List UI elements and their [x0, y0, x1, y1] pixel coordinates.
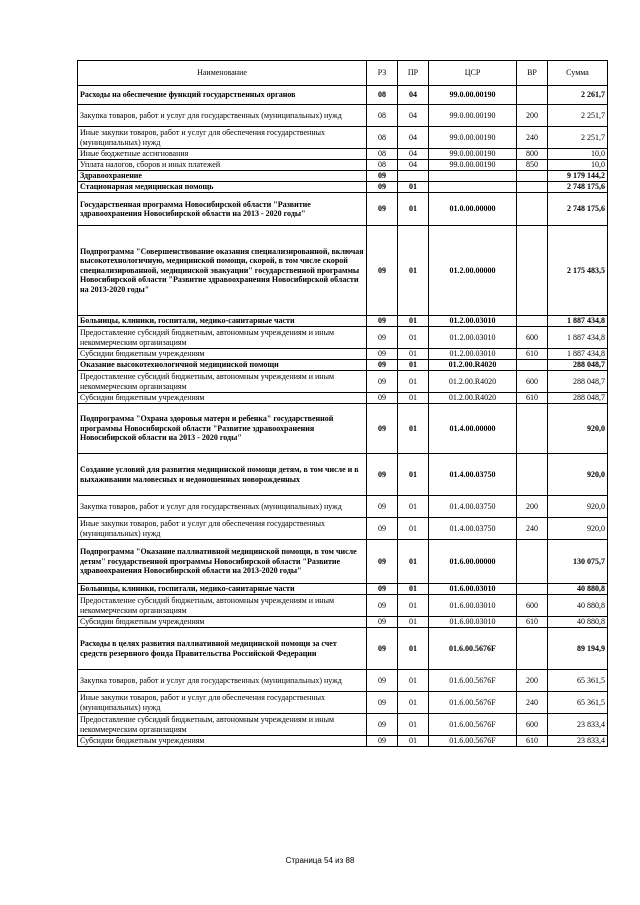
- header-rz: РЗ: [367, 61, 398, 86]
- cell-name: Государственная программа Новосибирской области "Развитие здравоохранения Новосибирской области на 2013 - 2020 годы": [78, 193, 367, 226]
- cell-pr: 01: [398, 454, 429, 496]
- cell-csr: 01.6.00.03010: [429, 584, 517, 595]
- cell-rz: 09: [367, 496, 398, 518]
- cell-sum: 65 361,5: [548, 670, 608, 692]
- cell-sum: 920,0: [548, 404, 608, 454]
- cell-pr: 01: [398, 584, 429, 595]
- cell-name: Субсидии бюджетным учреждениям: [78, 393, 367, 404]
- cell-pr: 04: [398, 160, 429, 171]
- cell-rz: 09: [367, 692, 398, 714]
- cell-csr: 01.2.00.03010: [429, 316, 517, 327]
- cell-vr: 200: [517, 670, 548, 692]
- cell-csr: 01.6.00.5676F: [429, 692, 517, 714]
- cell-vr: 600: [517, 714, 548, 736]
- cell-sum: 1 887 434,8: [548, 327, 608, 349]
- cell-csr: 99.0.00.00190: [429, 149, 517, 160]
- cell-vr: 610: [517, 617, 548, 628]
- cell-sum: 920,0: [548, 496, 608, 518]
- cell-csr: 99.0.00.00190: [429, 105, 517, 127]
- cell-vr: [517, 628, 548, 670]
- cell-vr: 850: [517, 160, 548, 171]
- cell-rz: 09: [367, 327, 398, 349]
- cell-sum: 2 175 483,5: [548, 226, 608, 316]
- table-row: [78, 86, 608, 105]
- cell-pr: 01: [398, 193, 429, 226]
- header-sum: Сумма: [548, 61, 608, 86]
- cell-rz: 09: [367, 454, 398, 496]
- page-number: Страница 54 из 88: [285, 856, 355, 865]
- table-row: [78, 692, 608, 714]
- cell-name: Создание условий для развития медицинской помощи детям, в том числе и в выхаживании маловесных и недоношенных новорожденных: [78, 454, 367, 496]
- cell-pr: 01: [398, 714, 429, 736]
- table-row: [78, 454, 608, 496]
- cell-sum: 65 361,5: [548, 692, 608, 714]
- table-row: [78, 226, 608, 316]
- cell-csr: 01.2.00.00000: [429, 226, 517, 316]
- cell-rz: 09: [367, 584, 398, 595]
- cell-vr: [517, 404, 548, 454]
- cell-rz: 09: [367, 518, 398, 540]
- cell-pr: 01: [398, 404, 429, 454]
- cell-sum: 2 748 175,6: [548, 193, 608, 226]
- cell-rz: 09: [367, 171, 398, 182]
- cell-vr: 600: [517, 371, 548, 393]
- cell-name: Иные закупки товаров, работ и услуг для обеспечения государственных (муниципальных) нужд: [78, 127, 367, 149]
- table-row: [78, 617, 608, 628]
- cell-name: Уплата налогов, сборов и иных платежей: [78, 160, 367, 171]
- table-row: [78, 105, 608, 127]
- cell-pr: 01: [398, 595, 429, 617]
- cell-vr: 610: [517, 393, 548, 404]
- cell-csr: 01.6.00.5676F: [429, 628, 517, 670]
- cell-csr: 99.0.00.00190: [429, 127, 517, 149]
- cell-name: Предоставление субсидий бюджетным, автономным учреждениям и иным некоммерческим организациям: [78, 371, 367, 393]
- table-body: [78, 86, 608, 747]
- cell-vr: 600: [517, 595, 548, 617]
- cell-sum: 2 748 175,6: [548, 182, 608, 193]
- table-row: [78, 360, 608, 371]
- cell-pr: 01: [398, 182, 429, 193]
- cell-rz: 09: [367, 714, 398, 736]
- cell-csr: 01.4.00.00000: [429, 404, 517, 454]
- table-row: [78, 193, 608, 226]
- cell-sum: 288 048,7: [548, 371, 608, 393]
- cell-sum: 920,0: [548, 454, 608, 496]
- cell-name: Закупка товаров, работ и услуг для государственных (муниципальных) нужд: [78, 670, 367, 692]
- cell-name: Предоставление субсидий бюджетным, автономным учреждениям и иным некоммерческим организациям: [78, 714, 367, 736]
- table-row: [78, 160, 608, 171]
- cell-rz: 08: [367, 149, 398, 160]
- table-row: [78, 182, 608, 193]
- cell-sum: 1 887 434,8: [548, 349, 608, 360]
- cell-csr: 01.0.00.00000: [429, 193, 517, 226]
- cell-csr: [429, 171, 517, 182]
- cell-csr: [429, 182, 517, 193]
- cell-pr: 01: [398, 316, 429, 327]
- table-row: [78, 714, 608, 736]
- cell-vr: [517, 360, 548, 371]
- cell-name: Расходы в целях развития паллиативной медицинской помощи за счет средств резервного фонда Правительства Российской Федерации: [78, 628, 367, 670]
- cell-vr: [517, 171, 548, 182]
- cell-sum: 89 194,9: [548, 628, 608, 670]
- cell-vr: [517, 226, 548, 316]
- cell-name: Иные бюджетные ассигнования: [78, 149, 367, 160]
- table-row: [78, 316, 608, 327]
- cell-csr: 01.2.00.R4020: [429, 393, 517, 404]
- header-name: Наименование: [78, 61, 367, 86]
- cell-vr: 240: [517, 518, 548, 540]
- cell-sum: 40 880,8: [548, 595, 608, 617]
- cell-name: Стационарная медицинская помощь: [78, 182, 367, 193]
- cell-pr: 01: [398, 518, 429, 540]
- cell-sum: 23 833,4: [548, 714, 608, 736]
- table-row: [78, 171, 608, 182]
- cell-vr: [517, 540, 548, 584]
- cell-vr: 240: [517, 692, 548, 714]
- cell-rz: 09: [367, 226, 398, 316]
- cell-pr: 01: [398, 496, 429, 518]
- cell-rz: 09: [367, 371, 398, 393]
- cell-pr: 04: [398, 127, 429, 149]
- cell-csr: 01.2.00.R4020: [429, 371, 517, 393]
- cell-pr: 01: [398, 226, 429, 316]
- table-row: [78, 518, 608, 540]
- cell-csr: 01.4.00.03750: [429, 496, 517, 518]
- cell-rz: 08: [367, 160, 398, 171]
- cell-name: Субсидии бюджетным учреждениям: [78, 617, 367, 628]
- table-row: [78, 371, 608, 393]
- table-row: [78, 393, 608, 404]
- cell-name: Иные закупки товаров, работ и услуг для обеспечения государственных (муниципальных) нужд: [78, 518, 367, 540]
- cell-csr: 01.2.00.03010: [429, 327, 517, 349]
- cell-pr: 01: [398, 327, 429, 349]
- cell-csr: 01.6.00.5676F: [429, 736, 517, 747]
- cell-vr: 600: [517, 327, 548, 349]
- cell-csr: 01.6.00.5676F: [429, 714, 517, 736]
- header-pr: ПР: [398, 61, 429, 86]
- table-row: [78, 149, 608, 160]
- cell-vr: [517, 584, 548, 595]
- cell-name: Субсидии бюджетным учреждениям: [78, 736, 367, 747]
- cell-name: Иные закупки товаров, работ и услуг для обеспечения государственных (муниципальных) нужд: [78, 692, 367, 714]
- cell-csr: 01.4.00.03750: [429, 454, 517, 496]
- cell-name: Подпрограмма "Оказание паллиативной медицинской помощи, в том числе детям" государственной программы Новосибирской области "Развитие здравоохранения Новосибирской области на 2013-2020 годы": [78, 540, 367, 584]
- table-row: [78, 404, 608, 454]
- cell-vr: [517, 454, 548, 496]
- cell-rz: 09: [367, 540, 398, 584]
- cell-sum: 130 075,7: [548, 540, 608, 584]
- cell-name: Здравоохранение: [78, 171, 367, 182]
- cell-name: Предоставление субсидий бюджетным, автономным учреждениям и иным некоммерческим организациям: [78, 595, 367, 617]
- cell-pr: 01: [398, 540, 429, 584]
- cell-vr: [517, 182, 548, 193]
- cell-sum: 1 887 434,8: [548, 316, 608, 327]
- cell-sum: 40 880,8: [548, 617, 608, 628]
- cell-csr: 01.4.00.03750: [429, 518, 517, 540]
- cell-pr: 01: [398, 670, 429, 692]
- table-row: [78, 736, 608, 747]
- table-row: [78, 349, 608, 360]
- table-row: [78, 670, 608, 692]
- table-row: [78, 127, 608, 149]
- table-row: [78, 584, 608, 595]
- budget-table: [77, 60, 608, 747]
- cell-pr: 04: [398, 149, 429, 160]
- cell-vr: 240: [517, 127, 548, 149]
- cell-sum: 2 261,7: [548, 86, 608, 105]
- cell-rz: 09: [367, 670, 398, 692]
- cell-rz: 09: [367, 349, 398, 360]
- cell-rz: 09: [367, 393, 398, 404]
- cell-sum: 288 048,7: [548, 360, 608, 371]
- cell-pr: 01: [398, 628, 429, 670]
- cell-rz: 09: [367, 617, 398, 628]
- cell-pr: 01: [398, 371, 429, 393]
- cell-vr: 200: [517, 105, 548, 127]
- cell-csr: 99.0.00.00190: [429, 160, 517, 171]
- cell-pr: 01: [398, 360, 429, 371]
- cell-pr: 01: [398, 692, 429, 714]
- cell-csr: 01.6.00.5676F: [429, 670, 517, 692]
- cell-name: Расходы на обеспечение функций государственных органов: [78, 86, 367, 105]
- cell-rz: 09: [367, 360, 398, 371]
- cell-rz: 09: [367, 595, 398, 617]
- cell-name: Закупка товаров, работ и услуг для государственных (муниципальных) нужд: [78, 105, 367, 127]
- cell-rz: 08: [367, 127, 398, 149]
- header-csr: ЦСР: [429, 61, 517, 86]
- cell-csr: 01.6.00.03010: [429, 617, 517, 628]
- cell-rz: 09: [367, 316, 398, 327]
- cell-vr: 200: [517, 496, 548, 518]
- cell-sum: 288 048,7: [548, 393, 608, 404]
- cell-vr: 610: [517, 736, 548, 747]
- cell-name: Подпрограмма "Охрана здоровья матери и ребенка" государственной программы Новосибирской области "Развитие здравоохранения Новосибирской области на 2013 - 2020 годы": [78, 404, 367, 454]
- table-row: [78, 540, 608, 584]
- cell-vr: 610: [517, 349, 548, 360]
- cell-csr: 01.2.00.R4020: [429, 360, 517, 371]
- table-row: [78, 595, 608, 617]
- cell-pr: [398, 171, 429, 182]
- cell-rz: 09: [367, 628, 398, 670]
- cell-name: Субсидии бюджетным учреждениям: [78, 349, 367, 360]
- cell-vr: 800: [517, 149, 548, 160]
- cell-sum: 920,0: [548, 518, 608, 540]
- cell-sum: 40 880,8: [548, 584, 608, 595]
- cell-csr: 99.0.00.00190: [429, 86, 517, 105]
- cell-name: Закупка товаров, работ и услуг для государственных (муниципальных) нужд: [78, 496, 367, 518]
- cell-name: Больницы, клиники, госпитали, медико-санитарные части: [78, 584, 367, 595]
- cell-rz: 09: [367, 404, 398, 454]
- cell-sum: 2 251,7: [548, 105, 608, 127]
- cell-sum: 2 251,7: [548, 127, 608, 149]
- cell-rz: 09: [367, 193, 398, 226]
- table-header-row: [78, 61, 608, 86]
- cell-csr: 01.2.00.03010: [429, 349, 517, 360]
- cell-rz: 08: [367, 105, 398, 127]
- table-row: [78, 327, 608, 349]
- cell-vr: [517, 86, 548, 105]
- cell-pr: 01: [398, 349, 429, 360]
- cell-pr: 04: [398, 86, 429, 105]
- cell-name: Предоставление субсидий бюджетным, автономным учреждениям и иным некоммерческим организациям: [78, 327, 367, 349]
- cell-rz: 09: [367, 736, 398, 747]
- cell-name: Больницы, клиники, госпитали, медико-санитарные части: [78, 316, 367, 327]
- cell-csr: 01.6.00.00000: [429, 540, 517, 584]
- cell-sum: 10,0: [548, 149, 608, 160]
- cell-pr: 01: [398, 736, 429, 747]
- cell-rz: 09: [367, 182, 398, 193]
- cell-sum: 23 833,4: [548, 736, 608, 747]
- cell-vr: [517, 316, 548, 327]
- cell-pr: 01: [398, 393, 429, 404]
- cell-name: Оказание высокотехнологичной медицинской помощи: [78, 360, 367, 371]
- table-row: [78, 628, 608, 670]
- cell-rz: 08: [367, 86, 398, 105]
- cell-name: Подпрограмма "Совершенствование оказания специализированной, включая высокотехнологичную, медицинской помощи, скорой, в том числе скорой специализированной, медицинской эвакуации" государственной программы Новосибирской области "Развитие здравоохранения Новосибирской области на 2013-2020 годы": [78, 226, 367, 316]
- cell-vr: [517, 193, 548, 226]
- cell-pr: 01: [398, 617, 429, 628]
- cell-csr: 01.6.00.03010: [429, 595, 517, 617]
- cell-pr: 04: [398, 105, 429, 127]
- cell-sum: 9 179 144,2: [548, 171, 608, 182]
- table-row: [78, 496, 608, 518]
- cell-sum: 10,0: [548, 160, 608, 171]
- header-vr: ВР: [517, 61, 548, 86]
